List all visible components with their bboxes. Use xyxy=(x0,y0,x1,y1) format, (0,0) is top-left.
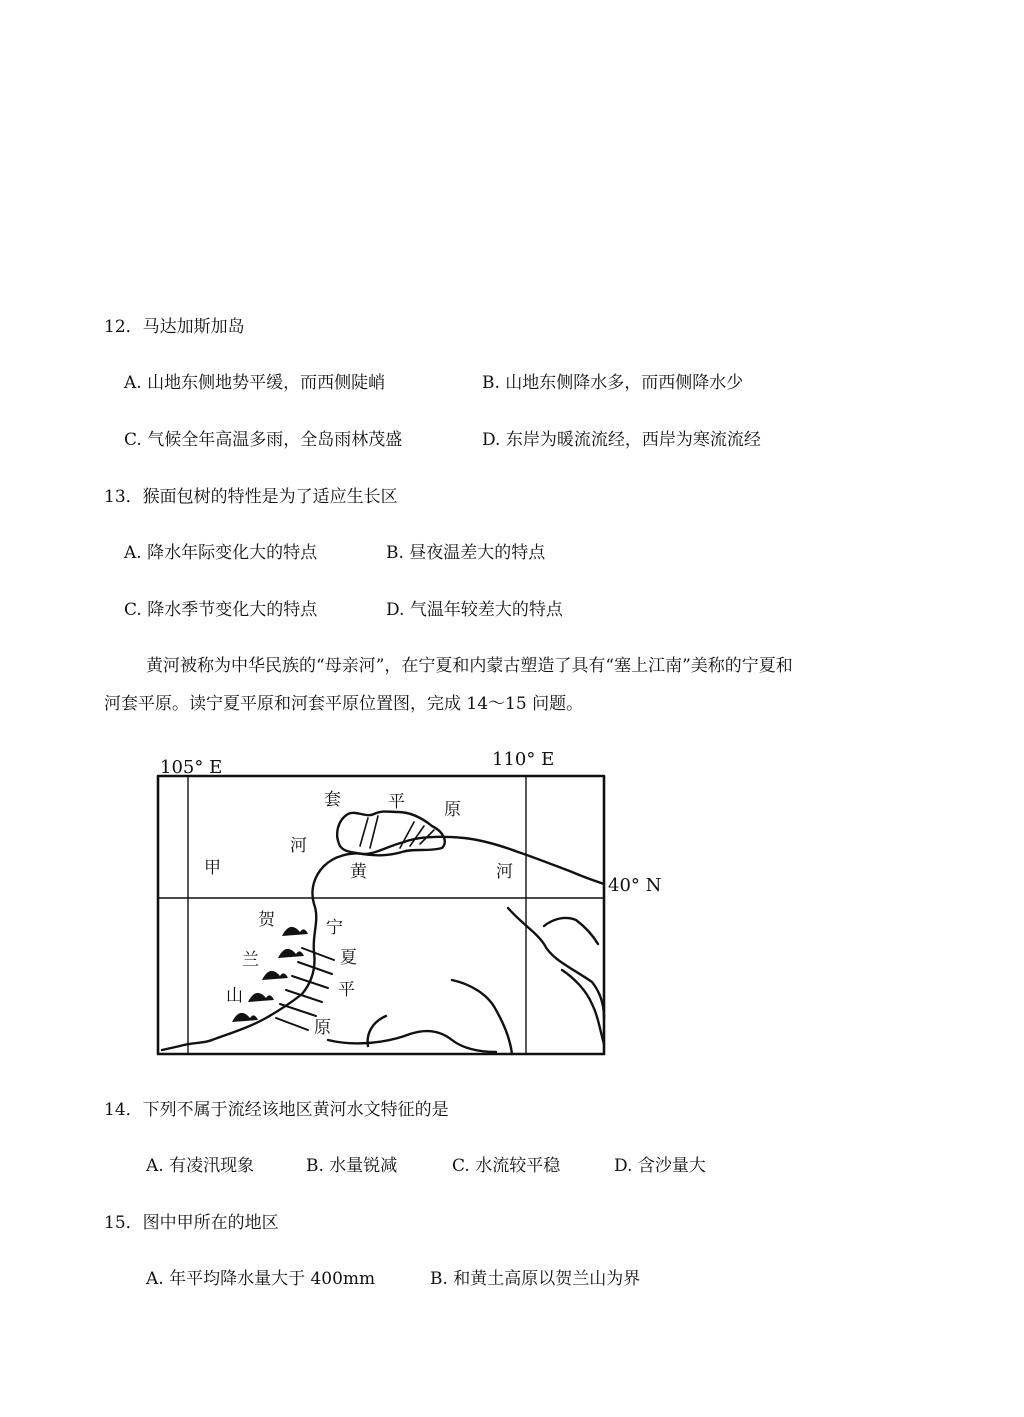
question-14-option-d: D. 含沙量大 xyxy=(614,1156,706,1176)
question-13-option-b: B. 昼夜温差大的特点 xyxy=(386,543,546,563)
map-drawing xyxy=(152,748,672,1068)
question-14-stem: 14．下列不属于流经该地区黄河水文特征的是 xyxy=(104,1100,449,1120)
tributary-east-2 xyxy=(544,918,598,944)
question-15-option-b: B. 和黄土高原以贺兰山为界 xyxy=(430,1269,641,1289)
question-12-option-b: B. 山地东侧降水多，而西侧降水少 xyxy=(482,373,744,393)
intro-line-1: 黄河被称为中华民族的“母亲河”，在宁夏和内蒙古塑造了具有“塞上江南”美称的宁夏和 xyxy=(146,656,793,676)
hetao-plain-outline xyxy=(337,812,445,856)
question-14-option-c: C. 水流较平稳 xyxy=(452,1156,561,1176)
helan-mountain-symbols xyxy=(232,927,308,1022)
yellow-river-plains-map xyxy=(152,748,672,1068)
map-label-he-2: 河 xyxy=(496,862,513,882)
map-label-yuan-2: 原 xyxy=(314,1018,331,1038)
map-label-huang: 黄 xyxy=(350,862,367,882)
question-15-stem: 15．图中甲所在的地区 xyxy=(104,1213,279,1233)
question-13-option-d: D. 气温年较差大的特点 xyxy=(386,600,563,620)
map-label-110e: 110° E xyxy=(492,749,555,770)
map-label-105e: 105° E xyxy=(160,757,223,778)
tributary-east-3 xyxy=(562,970,604,1044)
map-label-yuan-1: 原 xyxy=(444,800,461,820)
question-12-option-d: D. 东岸为暖流流经，西岸为寒流流经 xyxy=(482,430,761,450)
question-12-stem: 12．马达加斯加岛 xyxy=(104,317,245,337)
map-label-shan: 山 xyxy=(226,986,243,1006)
question-13-option-a: A. 降水年际变化大的特点 xyxy=(124,543,318,563)
map-label-tao: 套 xyxy=(324,790,341,810)
map-label-ping-2: 平 xyxy=(338,980,355,1000)
map-label-xia: 夏 xyxy=(340,948,357,968)
question-13-option-c: C. 降水季节变化大的特点 xyxy=(124,600,318,620)
question-13-stem: 13．猴面包树的特性是为了适应生长区 xyxy=(104,487,398,507)
map-label-ning: 宁 xyxy=(326,918,343,938)
intro-line-2: 河套平原。读宁夏平原和河套平原位置图，完成 14～15 问题。 xyxy=(104,694,584,714)
question-14-option-a: A. 有凌汛现象 xyxy=(146,1156,255,1176)
map-label-ping-1: 平 xyxy=(388,792,405,812)
map-label-lan: 兰 xyxy=(242,950,259,970)
question-15-option-a: A. 年平均降水量大于 400mm xyxy=(146,1269,376,1289)
question-12-option-a: A. 山地东侧地势平缓，而西侧陡峭 xyxy=(124,373,386,393)
question-12-option-c: C. 气候全年高温多雨，全岛雨林茂盛 xyxy=(124,430,403,450)
question-14-option-b: B. 水量锐减 xyxy=(306,1156,398,1176)
southern-boundary xyxy=(328,1031,496,1052)
map-label-he-mountain: 贺 xyxy=(258,910,275,930)
tributary-south xyxy=(452,980,512,1054)
map-label-he-1: 河 xyxy=(290,836,307,856)
map-label-jia: 甲 xyxy=(204,858,221,878)
map-frame xyxy=(158,776,604,1054)
map-label-40n: 40° N xyxy=(608,875,662,896)
